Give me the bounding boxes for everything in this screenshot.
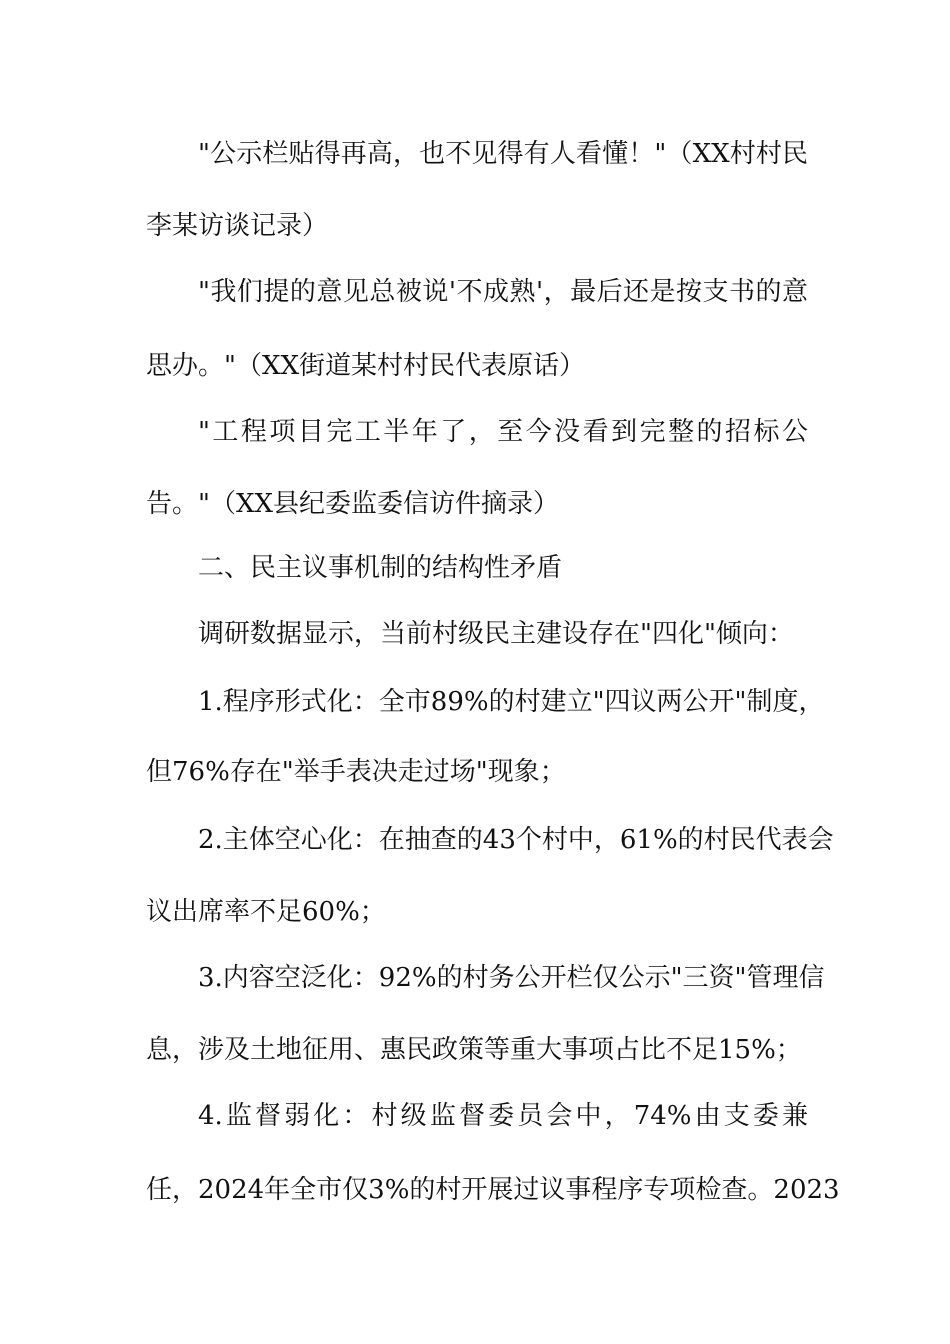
item-3-line-1: 3.内容空泛化：92%的村务公开栏仅公示"三资"管理信 bbox=[198, 963, 825, 993]
quote-representative-line-2: 思办。"（XX街道某村村民代表原话） bbox=[146, 351, 585, 381]
quote-villager-line-2: 李某访谈记录） bbox=[146, 211, 329, 241]
item-2-line-1: 2.主体空心化：在抽查的43个村中，61%的村民代表会 bbox=[198, 825, 834, 855]
section-heading: 二、民主议事机制的结构性矛盾 bbox=[198, 553, 563, 583]
item-4-line-2: 任，2024年全市仅3%的村开展过议事程序专项检查。2023 bbox=[146, 1175, 840, 1205]
item-2-line-2: 议出席率不足60%； bbox=[146, 897, 386, 927]
item-4-line-1: 4.监督弱化：村级监督委员会中，74%由支委兼 bbox=[198, 1101, 808, 1131]
item-1-line-2: 但76%存在"举手表决走过场"现象； bbox=[146, 757, 566, 787]
survey-intro: 调研数据显示，当前村级民主建设存在"四化"倾向： bbox=[198, 619, 794, 649]
quote-petition-line-1: "工程项目完工半年了，至今没看到完整的招标公 bbox=[198, 417, 808, 447]
quote-representative-line-1: "我们提的意见总被说'不成熟'，最后还是按支书的意 bbox=[198, 277, 808, 307]
item-1-line-1: 1.程序形式化：全市89%的村建立"四议两公开"制度， bbox=[198, 687, 825, 717]
item-3-line-2: 息，涉及土地征用、惠民政策等重大事项占比不足15%； bbox=[146, 1035, 802, 1065]
quote-petition-line-2: 告。"（XX县纪委监委信访件摘录） bbox=[146, 489, 559, 519]
quote-villager-line-1: "公示栏贴得再高，也不见得有人看懂！"（XX村村民 bbox=[198, 139, 808, 169]
